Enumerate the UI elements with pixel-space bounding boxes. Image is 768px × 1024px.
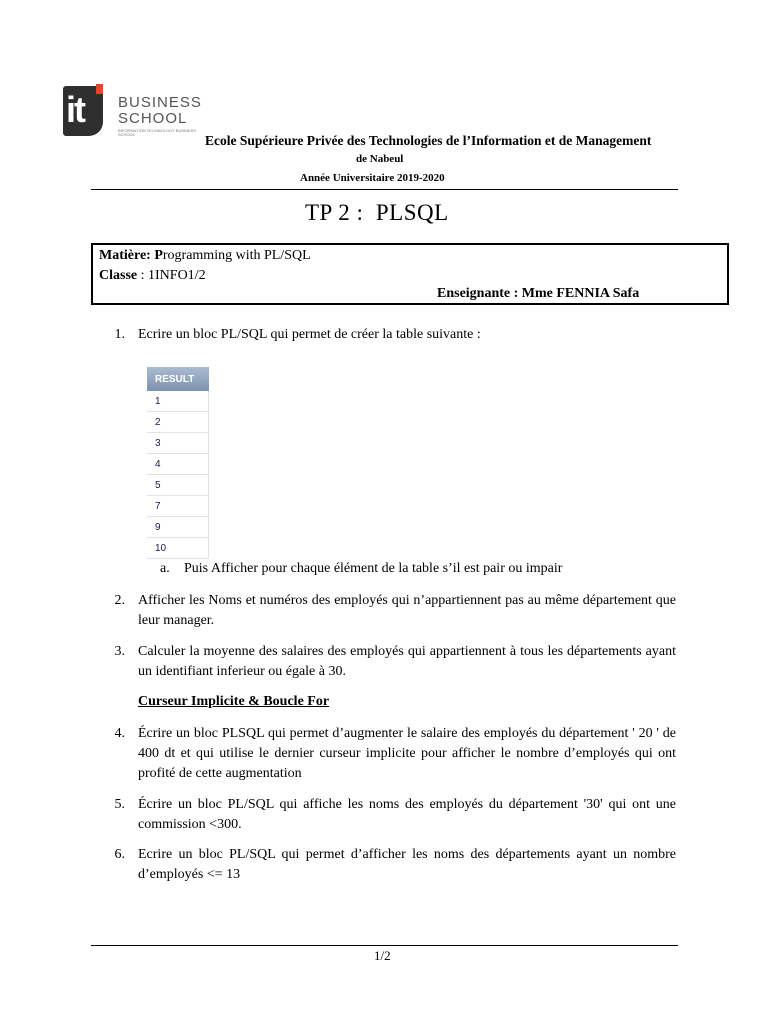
class-label: Classe xyxy=(99,268,138,283)
q4-text: Écrire un bloc PLSQL qui permet d’augmenter le salaire des employés du département ' 20 ' de 400 dt et qui utilise le dernier curseur implicite pour afficher le nombre d’employés qui ont profité de cette augmentation xyxy=(138,726,676,781)
section-heading: Curseur Implicite & Boucle For xyxy=(138,694,330,709)
table-row: 1 xyxy=(147,391,209,412)
logo-name: BUSINESS SCHOOL xyxy=(118,94,202,127)
header-divider xyxy=(91,189,678,190)
q5-number: 5. xyxy=(114,797,125,812)
page-number: 1/2 xyxy=(374,948,391,963)
school-city: de Nabeul xyxy=(356,153,404,165)
q4-number: 4. xyxy=(114,726,125,741)
q1-number: 1. xyxy=(114,327,125,342)
table-row: 5 xyxy=(147,475,209,496)
subject-line xyxy=(99,248,311,264)
q1a-text: Puis Afficher pour chaque élément de la table s’il est pair ou impair xyxy=(184,561,563,576)
table-row: 10 xyxy=(147,538,209,559)
q6-number: 6. xyxy=(114,847,125,862)
q1-text: Ecrire un bloc PL/SQL qui permet de créer la table suivante : xyxy=(138,327,481,342)
school-name: Ecole Supérieure Privée des Technologies de l’Information et de Management xyxy=(205,133,652,148)
table-row: 7 xyxy=(147,496,209,517)
q6-text: Ecrire un bloc PL/SQL qui permet d’afficher les noms des départements ayant un nombre d’employés <= 13 xyxy=(138,847,676,882)
academic-year: Année Universitaire 2019-2020 xyxy=(300,172,445,184)
result-table-header: RESULT xyxy=(147,367,209,391)
q2-number: 2. xyxy=(114,593,125,608)
table-row: 9 xyxy=(147,517,209,538)
logo-tagline: INFORMATION TECHNOLOGY BUSINESS SCHOOL xyxy=(118,128,197,137)
teacher-name: Enseignante : Mme FENNIA Safa xyxy=(437,286,640,301)
table-row: 2 xyxy=(147,412,209,433)
table-row: 4 xyxy=(147,454,209,475)
course-info-box xyxy=(91,243,729,305)
q3-text: Calculer la moyenne des salaires des employés qui appartiennent à tous les départements ayant un identifiant inferieur ou égale à 30. xyxy=(138,644,676,679)
logo-accent xyxy=(96,84,103,94)
page-title: TP 2 : PLSQL xyxy=(305,200,449,225)
q3-number: 3. xyxy=(114,644,125,659)
q2-text: Afficher les Noms et numéros des employés qui n’appartiennent pas au même département que leur manager. xyxy=(138,593,676,628)
table-row: 3 xyxy=(147,433,209,454)
subject-label: Matière: P xyxy=(99,248,163,263)
q5-text: Écrire un bloc PL/SQL qui affiche les noms des employés du département '30' qui ont une commission <300. xyxy=(138,797,676,832)
result-table xyxy=(147,367,209,559)
subject-value: rogramming with PL/SQL xyxy=(162,248,311,263)
footer-divider xyxy=(91,945,678,946)
q1a-number: a. xyxy=(160,561,170,576)
class-value: : 1INFO1/2 xyxy=(137,268,206,283)
logo-mark: it xyxy=(66,89,84,130)
class-line xyxy=(99,268,206,284)
